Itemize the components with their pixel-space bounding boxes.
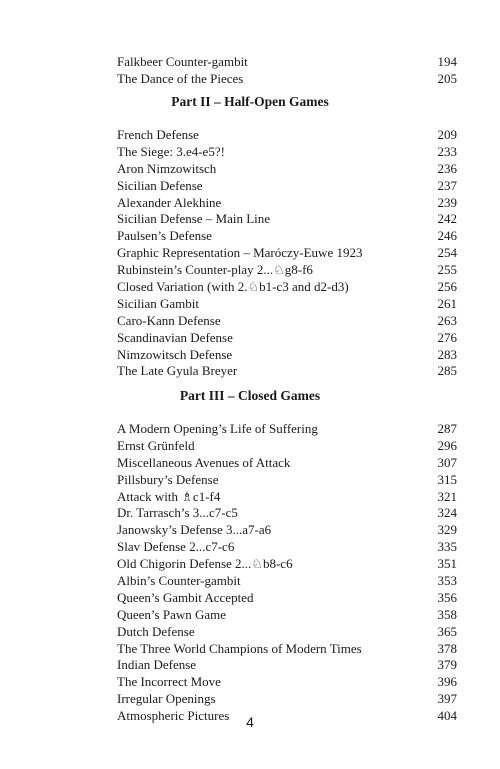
toc-entry[interactable] (117, 438, 457, 455)
toc-entry[interactable] (117, 657, 457, 674)
toc-entry-title: Aron Nimzowitsch (117, 160, 217, 176)
toc-section-part-ii (117, 127, 457, 380)
toc-entry[interactable] (117, 144, 457, 161)
toc-entry-title: Miscellaneous Avenues of Attack (117, 454, 291, 470)
toc-entry[interactable] (117, 489, 457, 506)
toc-entry-title: Alexander Alekhine (117, 194, 222, 210)
toc-entry-page: 296 (437, 437, 457, 453)
toc-entry[interactable] (117, 641, 457, 658)
toc-entry-page: 237 (437, 177, 457, 193)
toc-entry[interactable] (117, 472, 457, 489)
toc-entry[interactable] (117, 161, 457, 178)
toc-entry[interactable] (117, 347, 457, 364)
toc-entry-title: Falkbeer Counter-gambit (117, 54, 248, 69)
toc-entry[interactable] (117, 624, 457, 641)
toc-entry-title: Sicilian Defense (117, 177, 203, 193)
toc-entry-title: Attack with ♗c1-f4 (117, 488, 221, 504)
toc-entry-page: 378 (437, 640, 457, 656)
part-ii-heading: Part II – Half-Open Games (171, 94, 329, 109)
toc-entry-title: Dr. Tarrasch’s 3...c7-c5 (117, 505, 238, 521)
toc-entry-page: 285 (437, 363, 457, 379)
toc-entry-page: 255 (437, 262, 457, 278)
toc-entry-title: Atmospheric Pictures (117, 708, 230, 724)
toc-entry[interactable] (117, 363, 457, 380)
toc-entry[interactable] (117, 127, 457, 144)
toc-entry-page: 315 (437, 471, 457, 487)
toc-entry-page: 307 (437, 454, 457, 470)
toc-entry-title: Pillsbury’s Defense (117, 471, 219, 487)
toc-entry-title: Slav Defense 2...c7-c6 (117, 539, 235, 555)
toc-entry-page: 283 (437, 346, 457, 362)
toc-entry[interactable] (117, 539, 457, 556)
toc-entry-page: 287 (437, 421, 457, 436)
toc-entry-title: Graphic Representation – Maróczy-Euwe 1923 (117, 245, 363, 261)
toc-entry-title: The Incorrect Move (117, 674, 221, 690)
toc-entry-page: 365 (437, 623, 457, 639)
toc-entry-title: Caro-Kann Defense (117, 312, 221, 328)
toc-entry-page: 256 (437, 279, 457, 295)
toc-entry-page: 397 (437, 691, 457, 707)
toc-entry-page: 261 (437, 295, 457, 311)
toc-section-part-i-continued (117, 54, 457, 88)
toc-entry-page: 321 (437, 488, 457, 504)
toc-entry-title: Sicilian Gambit (117, 295, 199, 311)
toc-entry[interactable] (117, 245, 457, 262)
toc-entry-page: 242 (437, 211, 457, 227)
toc-entry-page: 246 (437, 228, 457, 244)
toc-entry-page: 404 (437, 708, 457, 724)
toc-entry[interactable] (117, 262, 457, 279)
toc-entry-title: The Siege: 3.e4-e5?! (117, 143, 225, 159)
toc-entry-page: 358 (437, 606, 457, 622)
toc-entry-title: Janowsky’s Defense 3...a7-a6 (117, 522, 272, 538)
toc-entry-page: 276 (437, 329, 457, 345)
toc-entry-page: 335 (437, 539, 457, 555)
toc-entry[interactable] (117, 296, 457, 313)
toc-entry[interactable] (117, 421, 457, 438)
toc-entry-page: 233 (437, 143, 457, 159)
toc-entry[interactable] (117, 505, 457, 522)
toc-entry-title: Scandinavian Defense (117, 329, 233, 345)
toc-entry[interactable] (117, 279, 457, 296)
toc-entry[interactable] (117, 54, 457, 71)
toc-entry[interactable] (117, 607, 457, 624)
toc-entry-page: 239 (437, 194, 457, 210)
toc-entry[interactable] (117, 455, 457, 472)
toc-entry-title: A Modern Opening’s Life of Suffering (117, 421, 318, 436)
toc-entry[interactable] (117, 211, 457, 228)
toc-entry-title: Indian Defense (117, 657, 197, 673)
toc-entry-page: 194 (437, 54, 457, 69)
toc-entry-title: French Defense (117, 127, 199, 142)
toc-section-part-iii (117, 421, 457, 725)
toc-entry-page: 353 (437, 573, 457, 589)
toc-entry[interactable] (117, 691, 457, 708)
toc-entry-title: The Late Gyula Breyer (117, 363, 238, 379)
toc-entry-page: 263 (437, 312, 457, 328)
toc-entry-title: Queen’s Pawn Game (117, 606, 227, 622)
toc-entry-title: Sicilian Defense – Main Line (117, 211, 271, 227)
toc-entry-page: 324 (437, 505, 457, 521)
toc-entry-title: Old Chigorin Defense 2...♘b8-c6 (117, 556, 293, 572)
toc-entry[interactable] (117, 590, 457, 607)
toc-entry[interactable] (117, 556, 457, 573)
toc-entry-page: 351 (437, 556, 457, 572)
toc-entry[interactable] (117, 195, 457, 212)
toc-entry[interactable] (117, 178, 457, 195)
part-iii-heading: Part III – Closed Games (179, 388, 321, 403)
toc-entry-page: 205 (437, 70, 457, 86)
toc-entry[interactable] (117, 330, 457, 347)
toc-entry-title: Rubinstein’s Counter-play 2...♘g8-f6 (117, 262, 313, 278)
toc-entry-title: The Dance of the Pieces (117, 70, 244, 86)
toc-entry-page: 379 (437, 657, 457, 673)
toc-entry-page: 329 (437, 522, 457, 538)
toc-entry-title: Nimzowitsch Defense (117, 346, 233, 362)
toc-entry-title: Paulsen’s Defense (117, 228, 212, 244)
toc-entry-page: 356 (437, 589, 457, 605)
toc-entry[interactable] (117, 228, 457, 245)
toc-entry-title: Ernst Grünfeld (117, 437, 195, 453)
toc-entry-title: Dutch Defense (117, 623, 195, 639)
toc-entry-title: Closed Variation (with 2.♘b1-c3 and d2-d3) (117, 279, 349, 295)
toc-entry-page: 254 (437, 245, 457, 261)
toc-entry-page: 236 (437, 160, 457, 176)
toc-entry-title: The Three World Champions of Modern Times (117, 640, 362, 656)
toc-entry-page: 209 (437, 127, 457, 142)
toc-entry-page: 396 (437, 674, 457, 690)
toc-entry[interactable] (117, 71, 457, 88)
page-number: 4 (246, 714, 254, 730)
toc-entry-title: Irregular Openings (117, 691, 216, 707)
toc-entry[interactable] (117, 573, 457, 590)
toc-entry[interactable] (117, 522, 457, 539)
toc-entry-title: Queen’s Gambit Accepted (117, 589, 254, 605)
toc-entry-title: Albin’s Counter-gambit (117, 573, 241, 589)
toc-entry[interactable] (117, 674, 457, 691)
toc-entry[interactable] (117, 313, 457, 330)
